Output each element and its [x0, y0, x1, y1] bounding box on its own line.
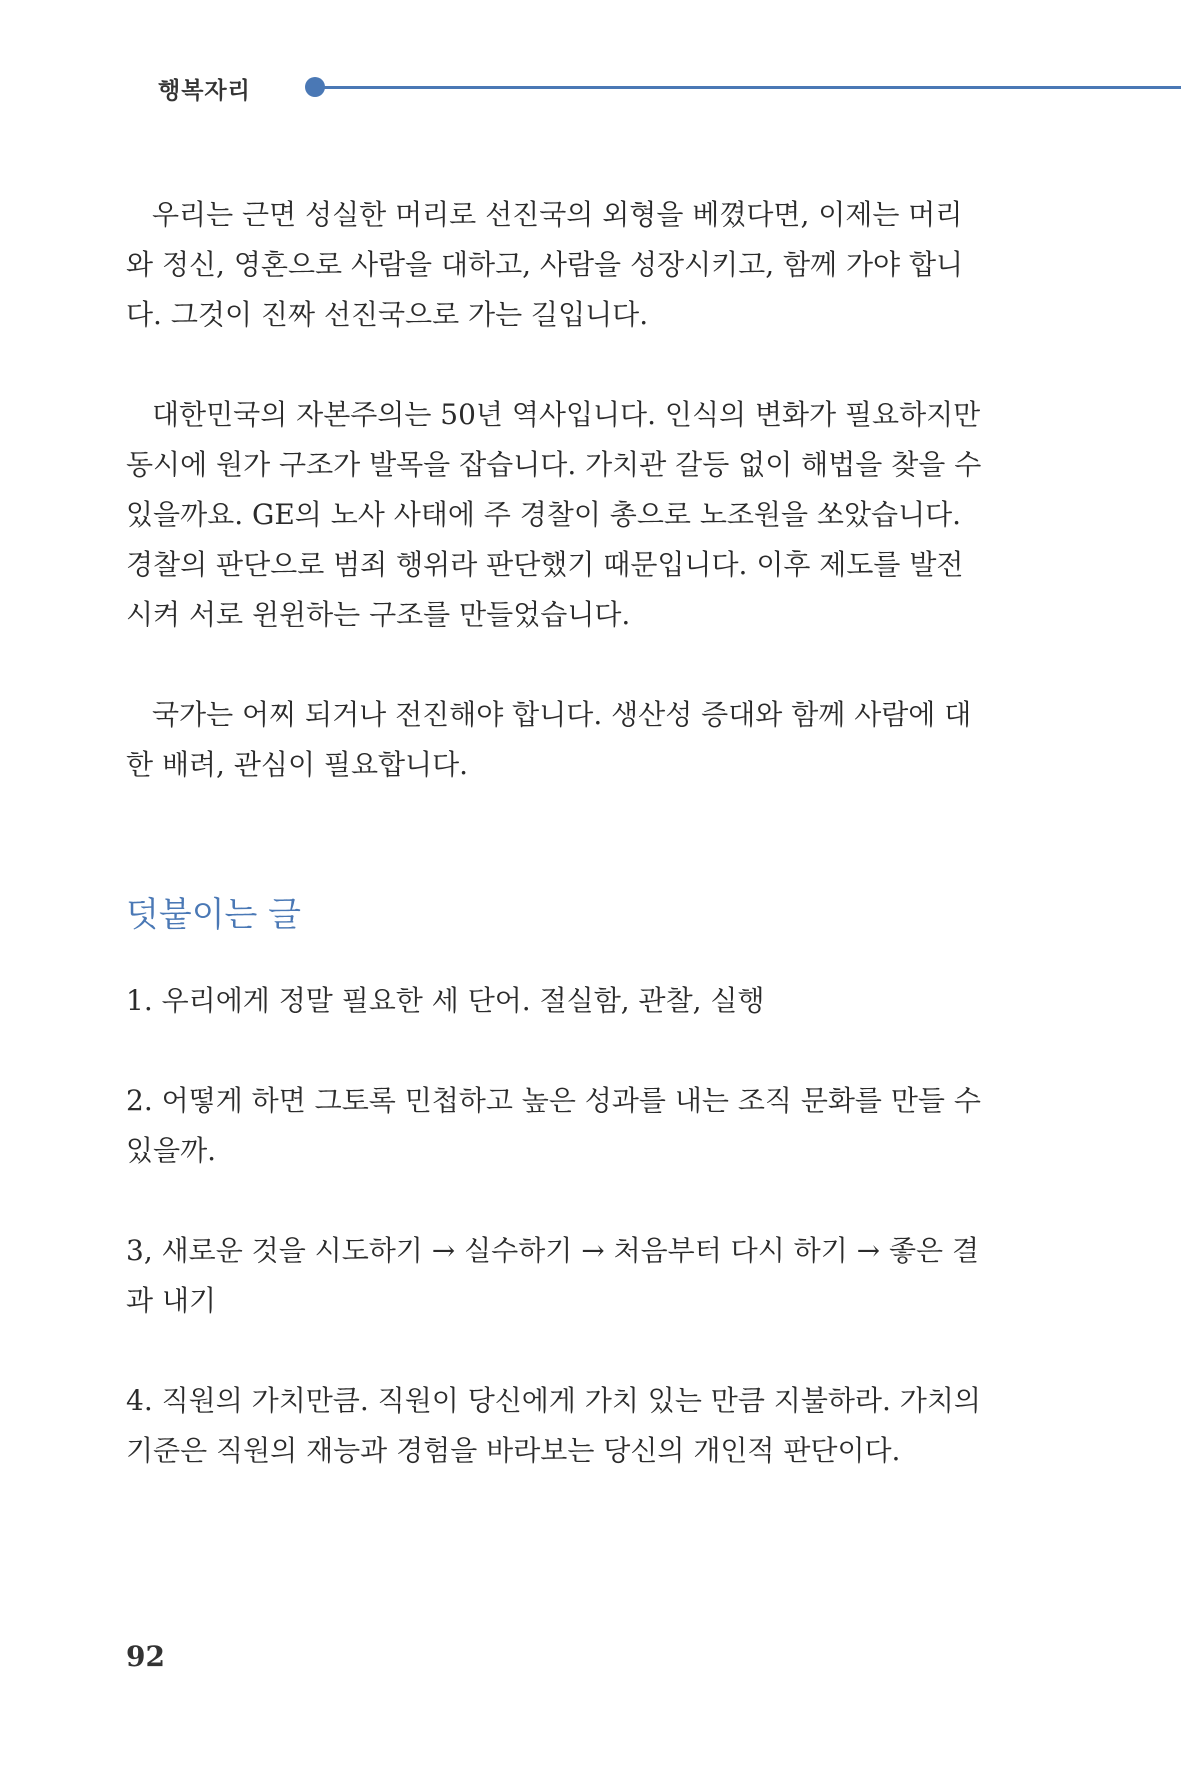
body-paragraph: 대한민국의 자본주의는 50년 역사입니다. 인식의 변화가 필요하지만 동시에 원가 구조가 발목을 잡습니다. 가치관 갈등 없이 해법을 찾을 수 있을까요. GE의 노사 사태에 주 경찰이 총으로 노조원을 쏘았습니다. 경찰의 판단으로 범죄 행위라 판단했기 때문입니다. 이후 제도를 발전시켜 서로 윈윈하는 구조를 만들었습니다.	[126, 398, 982, 631]
header-dot-ornament	[305, 77, 325, 97]
running-header	[0, 70, 1181, 110]
page-number: 92	[126, 1640, 165, 1673]
list-item: 3, 새로운 것을 시도하기 → 실수하기 → 처음부터 다시 하기 → 좋은 결과 내기	[126, 1234, 980, 1317]
page-body	[126, 190, 986, 1526]
chapter-title: 행복자리	[158, 78, 251, 104]
header-rule	[315, 86, 1181, 89]
body-paragraph: 국가는 어찌 되거나 전진해야 합니다. 생산성 증대와 함께 사람에 대한 배려, 관심이 필요합니다.	[126, 698, 972, 781]
list-item: 2. 어떻게 하면 그토록 민첩하고 높은 성과를 내는 조직 문화를 만들 수 있을까.	[126, 1084, 981, 1167]
list-item: 4. 직원의 가치만큼. 직원이 당신에게 가치 있는 만큼 지불하라. 가치의 기준은 직원의 재능과 경험을 바라보는 당신의 개인적 판단이다.	[126, 1384, 981, 1467]
section-heading: 덧붙이는 글	[126, 895, 302, 935]
list-item: 1. 우리에게 정말 필요한 세 단어. 절실함, 관찰, 실행	[126, 984, 765, 1017]
body-paragraph: 우리는 근면 성실한 머리로 선진국의 외형을 베꼈다면, 이제는 머리와 정신, 영혼으로 사람을 대하고, 사람을 성장시키고, 함께 가야 합니다. 그것이 진짜 선진국으로 가는 길입니다.	[126, 198, 964, 331]
